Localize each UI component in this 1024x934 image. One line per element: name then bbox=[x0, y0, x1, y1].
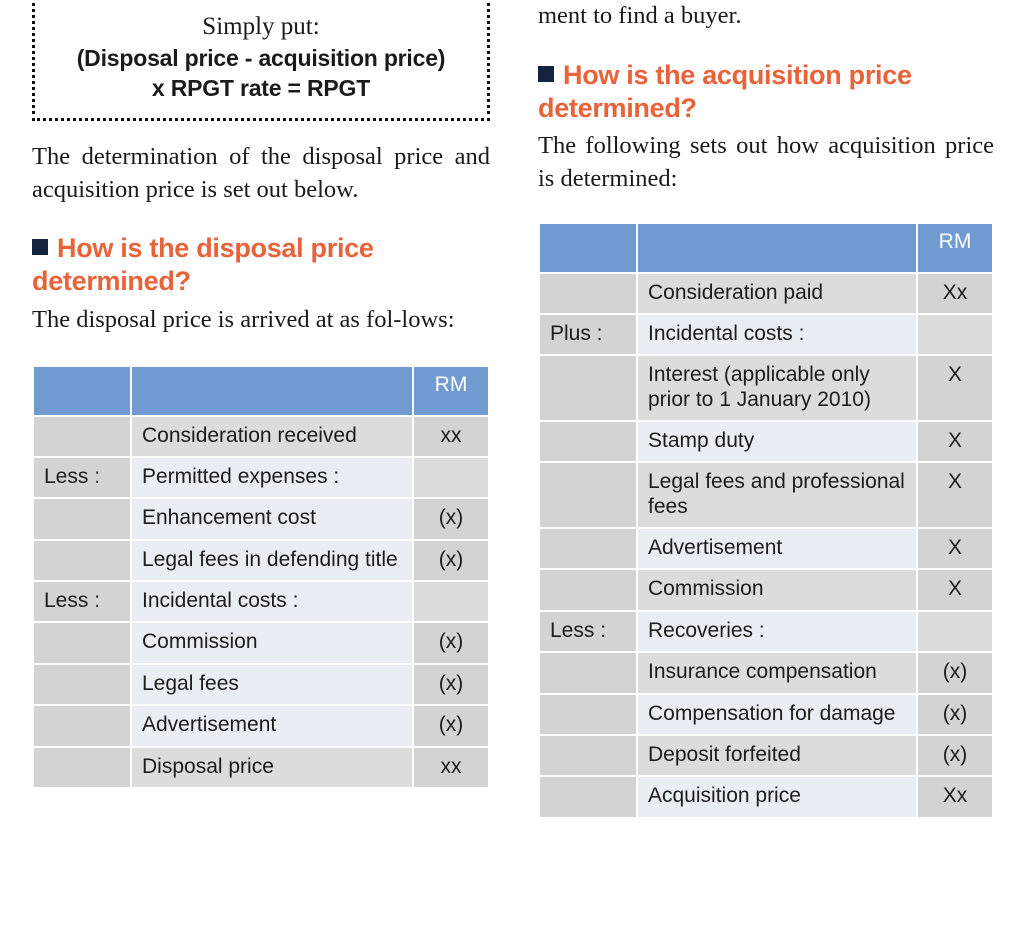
row-amount: X bbox=[917, 355, 993, 421]
table-row bbox=[539, 611, 993, 652]
row-description: Enhancement cost bbox=[131, 498, 413, 539]
right-column bbox=[538, 0, 994, 819]
row-label bbox=[33, 747, 131, 788]
row-label: Plus : bbox=[539, 314, 637, 355]
row-amount: (x) bbox=[413, 705, 489, 746]
row-description: Deposit forfeited bbox=[637, 735, 917, 776]
row-description: Consideration paid bbox=[637, 273, 917, 314]
row-amount: X bbox=[917, 528, 993, 569]
right-partial-paragraph: ment to find a buyer. bbox=[538, 2, 742, 29]
row-description: Advertisement bbox=[637, 528, 917, 569]
disposal-price-table-wrap bbox=[32, 365, 490, 789]
callout-line-2: (Disposal price - acquisition price) bbox=[76, 45, 446, 72]
row-amount: (x) bbox=[413, 664, 489, 705]
row-label bbox=[33, 540, 131, 581]
row-label bbox=[33, 664, 131, 705]
row-amount bbox=[917, 314, 993, 355]
row-label bbox=[539, 528, 637, 569]
table-row bbox=[33, 498, 489, 539]
acquisition-price-heading bbox=[538, 59, 994, 125]
row-label: Less : bbox=[33, 581, 131, 622]
table-row bbox=[33, 540, 489, 581]
table-row bbox=[33, 457, 489, 498]
row-description: Compensation for damage bbox=[637, 694, 917, 735]
row-label bbox=[539, 569, 637, 610]
row-amount: xx bbox=[413, 747, 489, 788]
table-row bbox=[539, 776, 993, 817]
row-description: Legal fees in defending title bbox=[131, 540, 413, 581]
callout-line-3: x RPGT rate = RPGT bbox=[151, 75, 371, 102]
row-amount: (x) bbox=[917, 652, 993, 693]
row-label: Less : bbox=[33, 457, 131, 498]
table-row bbox=[33, 622, 489, 663]
header-cell-amount: RM bbox=[917, 223, 993, 273]
row-label bbox=[539, 652, 637, 693]
row-amount bbox=[413, 457, 489, 498]
row-description: Acquisition price bbox=[637, 776, 917, 817]
row-amount: Xx bbox=[917, 776, 993, 817]
row-label bbox=[33, 416, 131, 457]
table-row bbox=[539, 735, 993, 776]
row-label: Less : bbox=[539, 611, 637, 652]
row-description: Advertisement bbox=[131, 705, 413, 746]
left-column bbox=[32, 0, 490, 789]
row-amount: xx bbox=[413, 416, 489, 457]
row-label bbox=[33, 622, 131, 663]
row-label bbox=[539, 273, 637, 314]
row-amount: Xx bbox=[917, 273, 993, 314]
acquisition-price-table bbox=[538, 222, 994, 819]
table-row bbox=[33, 664, 489, 705]
row-label bbox=[539, 735, 637, 776]
row-amount: X bbox=[917, 569, 993, 610]
row-description: Commission bbox=[131, 622, 413, 663]
header-cell-amount: RM bbox=[413, 366, 489, 416]
row-amount: X bbox=[917, 421, 993, 462]
square-bullet-icon bbox=[538, 66, 554, 82]
header-cell-description bbox=[131, 366, 413, 416]
table-header-row bbox=[33, 366, 489, 416]
row-amount: (x) bbox=[917, 735, 993, 776]
row-label bbox=[539, 776, 637, 817]
row-amount: (x) bbox=[413, 498, 489, 539]
row-label bbox=[539, 355, 637, 421]
disposal-price-heading-text: How is the disposal price determined? bbox=[32, 233, 374, 297]
row-description: Legal fees and professional fees bbox=[637, 462, 917, 528]
acquisition-price-heading-text: How is the acquisition price determined? bbox=[538, 59, 912, 123]
row-description: Consideration received bbox=[131, 416, 413, 457]
disposal-price-heading bbox=[32, 232, 490, 298]
table-header-row bbox=[539, 223, 993, 273]
table-row bbox=[539, 355, 993, 421]
row-description: Incidental costs : bbox=[637, 314, 917, 355]
row-description: Stamp duty bbox=[637, 421, 917, 462]
row-description: Permitted expenses : bbox=[131, 457, 413, 498]
row-description: Insurance compensation bbox=[637, 652, 917, 693]
row-amount bbox=[413, 581, 489, 622]
row-label bbox=[539, 694, 637, 735]
table-row bbox=[33, 747, 489, 788]
row-description: Recoveries : bbox=[637, 611, 917, 652]
row-description: Disposal price bbox=[131, 747, 413, 788]
disposal-price-table bbox=[32, 365, 490, 789]
table-row bbox=[539, 694, 993, 735]
table-row bbox=[33, 416, 489, 457]
table-row bbox=[539, 273, 993, 314]
table-row bbox=[539, 421, 993, 462]
header-cell-label bbox=[539, 223, 637, 273]
header-cell-description bbox=[637, 223, 917, 273]
row-amount: (x) bbox=[917, 694, 993, 735]
row-description: Interest (applicable only prior to 1 January 2010) bbox=[637, 355, 917, 421]
acquisition-price-lead-paragraph: The following sets out how acquisition price is determined: bbox=[538, 132, 994, 193]
row-label bbox=[33, 705, 131, 746]
simply-put-callout bbox=[32, 0, 490, 121]
row-description: Commission bbox=[637, 569, 917, 610]
left-intro-paragraph: The determination of the disposal price and acquisition price is set out below. bbox=[32, 143, 490, 203]
acquisition-price-table-wrap bbox=[538, 222, 994, 819]
row-label bbox=[33, 498, 131, 539]
row-amount bbox=[917, 611, 993, 652]
table-row bbox=[539, 569, 993, 610]
header-cell-label bbox=[33, 366, 131, 416]
row-amount: (x) bbox=[413, 622, 489, 663]
row-label bbox=[539, 421, 637, 462]
row-amount: X bbox=[917, 462, 993, 528]
row-description: Legal fees bbox=[131, 664, 413, 705]
row-description: Incidental costs : bbox=[131, 581, 413, 622]
table-row bbox=[539, 652, 993, 693]
table-row bbox=[539, 528, 993, 569]
table-row bbox=[539, 462, 993, 528]
row-label bbox=[539, 462, 637, 528]
table-row bbox=[33, 581, 489, 622]
disposal-price-lead-paragraph: The disposal price is arrived at as fol-lows: bbox=[32, 306, 455, 334]
square-bullet-icon bbox=[32, 239, 48, 255]
table-row bbox=[539, 314, 993, 355]
row-amount: (x) bbox=[413, 540, 489, 581]
callout-line-1: Simply put: bbox=[202, 13, 320, 40]
table-row bbox=[33, 705, 489, 746]
